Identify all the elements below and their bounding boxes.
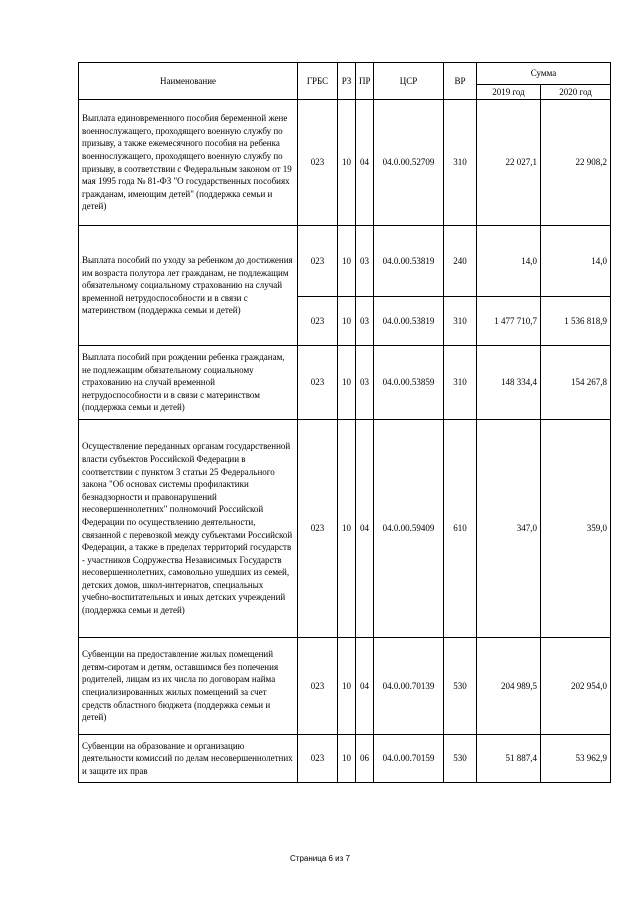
row-grbs: 023 xyxy=(298,638,338,735)
table-row xyxy=(79,226,611,297)
budget-table xyxy=(78,62,611,783)
row-vr: 240 xyxy=(444,226,477,297)
row-sum-2020: 1 536 818,9 xyxy=(541,297,611,346)
row-name: Выплата пособий при рождении ребенка гражданам, не подлежащим обязательному социальному страхованию на случай временной нетрудоспособности и в связи с материнством (поддержка семьи и детей) xyxy=(79,346,298,420)
row-grbs: 023 xyxy=(298,226,338,297)
row-pr: 06 xyxy=(356,735,374,783)
row-sum-2019: 148 334,4 xyxy=(477,346,541,420)
row-sum-2019: 347,0 xyxy=(477,420,541,638)
row-sum-2019: 204 989,5 xyxy=(477,638,541,735)
row-rz: 10 xyxy=(338,226,356,297)
row-grbs: 023 xyxy=(298,735,338,783)
row-rz: 10 xyxy=(338,100,356,226)
header-year-2019: 2019 год xyxy=(477,85,541,100)
table-row xyxy=(79,100,611,226)
page-number: Страница 6 из 7 xyxy=(290,854,350,863)
row-vr: 530 xyxy=(444,735,477,783)
row-sum-2019: 51 887,4 xyxy=(477,735,541,783)
row-sum-2019: 1 477 710,7 xyxy=(477,297,541,346)
row-sum-2020: 154 267,8 xyxy=(541,346,611,420)
row-sum-2020: 53 962,9 xyxy=(541,735,611,783)
row-vr: 610 xyxy=(444,420,477,638)
table-row xyxy=(79,420,611,638)
row-csr: 04.0.00.53819 xyxy=(374,226,444,297)
header-vr: ВР xyxy=(444,63,477,100)
row-csr: 04.0.00.52709 xyxy=(374,100,444,226)
row-grbs: 023 xyxy=(298,297,338,346)
row-name: Выплата единовременного пособия беременной жене военнослужащего, проходящего военную службу по призыву, а также ежемесячного пособия на ребенка военнослужащего, проходящего военную службу по призыву, в соответствии с Федеральным законом от 19 мая 1995 года № 81-ФЗ "О государственных пособиях гражданам, имеющим детей" (поддержка семьи и детей) xyxy=(79,100,298,226)
row-pr: 03 xyxy=(356,226,374,297)
row-rz: 10 xyxy=(338,346,356,420)
header-sum: Сумма xyxy=(477,63,611,85)
header-year-2020: 2020 год xyxy=(541,85,611,100)
row-sum-2020: 22 908,2 xyxy=(541,100,611,226)
row-vr: 310 xyxy=(444,100,477,226)
row-vr: 310 xyxy=(444,346,477,420)
row-csr: 04.0.00.59409 xyxy=(374,420,444,638)
row-sum-2020: 14,0 xyxy=(541,226,611,297)
header-pr: ПР xyxy=(356,63,374,100)
table-row xyxy=(79,735,611,783)
row-vr: 530 xyxy=(444,638,477,735)
row-sum-2019: 22 027,1 xyxy=(477,100,541,226)
row-grbs: 023 xyxy=(298,100,338,226)
row-vr: 310 xyxy=(444,297,477,346)
row-name: Осуществление переданных органам государственной власти субъектов Российской Федерации в соответствии с пунктом 3 статьи 25 Федерального закона "Об основах системы профилактики безнадзорности и правонарушений несовершеннолетних" полномочий Российской Федерации по осуществлению деятельности, связанной с перевозкой между субъектами Российской Федерации, а также в пределах территорий государств - участников Содружества Независимых Государств несовершеннолетних, самовольно ушедших из семей, детских домов, школ-интернатов, специальных учебно-воспитательных и иных детских учреждений (поддержка семьи и детей) xyxy=(79,420,298,638)
row-csr: 04.0.00.70159 xyxy=(374,735,444,783)
row-csr: 04.0.00.70139 xyxy=(374,638,444,735)
table-row xyxy=(79,346,611,420)
row-rz: 10 xyxy=(338,735,356,783)
row-pr: 04 xyxy=(356,638,374,735)
row-sum-2019: 14,0 xyxy=(477,226,541,297)
row-name: Выплата пособий по уходу за ребенком до достижения им возраста полутора лет гражданам, не подлежащим обязательному социальному страхованию на случай временной нетрудоспособности и в связи с материнством (поддержка семьи и детей) xyxy=(79,226,298,346)
row-rz: 10 xyxy=(338,297,356,346)
row-pr: 03 xyxy=(356,346,374,420)
row-sum-2020: 202 954,0 xyxy=(541,638,611,735)
row-rz: 10 xyxy=(338,638,356,735)
header-csr: ЦСР xyxy=(374,63,444,100)
row-grbs: 023 xyxy=(298,420,338,638)
header-name: Наименование xyxy=(79,63,298,100)
row-pr: 04 xyxy=(356,100,374,226)
row-name: Субвенции на образование и организацию деятельности комиссий по делам несовершеннолетних и защите их прав xyxy=(79,735,298,783)
row-csr: 04.0.00.53819 xyxy=(374,297,444,346)
header-grbs: ГРБС xyxy=(298,63,338,100)
table-row xyxy=(79,638,611,735)
header-rz: РЗ xyxy=(338,63,356,100)
row-name: Субвенции на предоставление жилых помещений детям-сиротам и детям, оставшимся без попечения родителей, лицам из их числа по договорам найма специализированных жилых помещений за счет средств областного бюджета (поддержка семьи и детей) xyxy=(79,638,298,735)
row-rz: 10 xyxy=(338,420,356,638)
row-pr: 04 xyxy=(356,420,374,638)
row-grbs: 023 xyxy=(298,346,338,420)
row-pr: 03 xyxy=(356,297,374,346)
row-sum-2020: 359,0 xyxy=(541,420,611,638)
row-csr: 04.0.00.53859 xyxy=(374,346,444,420)
